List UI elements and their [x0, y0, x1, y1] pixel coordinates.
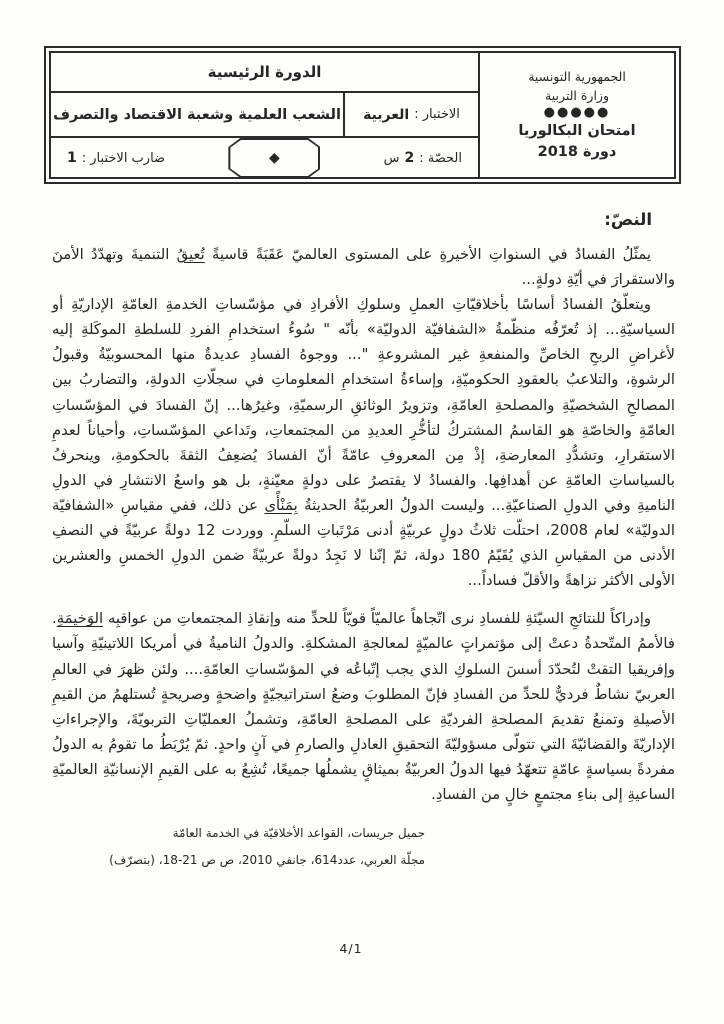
- text-segment: ويتعلّقُ الفسادُ أساسًا بأخلاقيّاتِ العملِ وسلوكِ الأفرادِ في مؤسّساتِ الخدمةِ العامّةِ الإداريّةِ أو السياسيّةِ... إذ تُعرّفُه منظّمةُ «الشفافيّة الدوليّة» بأنّه " سُوءُ استخدامِ الفردِ للسلطةِ الموكَلةِ إليه لأغراضِ الربحِ الخاصِّ والمنفعةِ غير المشروعةِ "... ووجوهُ الفسادِ عديدةٌ منها المحسوبيّةُ وقبولُ الرشوةِ، والتلاعبُ بالعقودِ الحكوميّةِ، وإساءةُ استخدامِ المعلوماتِ في سجلّاتِ الدولةِ، والتضاربُ بين المصالحِ الشخصيّةِ والمصلحةِ العامّةِ، وتزويرُ الوثائقِ الرسميّةِ، وغيرُها... إنّ الفسادَ في المؤسّساتِ العامّةِ والخاصّةِ هو القاسمُ المشتركُ لتأخُّرِ العديدِ من المجتمعاتِ، وتَداعي المؤسّساتِ، وأحياناً لعدمِ الاستقرارِ، وتشدُّدِ المعارضةِ، إذْ مِن المعروفِ عامّةً أنّ الفسادَ يُضعِفُ الثقةَ بالحكومةِ، وينحرفُ بالسياساتِ العامّةِ عن أهدافِها. والفسادُ لا يقتصرُ على دولةٍ معيّنةٍ، بل هو واسعُ الانتشارِ في الدولِ الناميةِ وفي الدولِ الصناعيّةِ... وليست الدولُ العربيّةُ الحديثةُ: [52, 296, 675, 514]
- subject-row: [51, 93, 478, 138]
- diamond-seal-icon: ◆: [268, 150, 280, 166]
- text-body: [52, 242, 675, 874]
- session-row: الدورة الرئيسية: [51, 53, 478, 93]
- duration-coefficient-row: [51, 138, 478, 178]
- authority-block: [478, 53, 674, 177]
- citation-line-1: جميل جريسات، القواعد الأخلاقيّة في الخدمة العامّة: [172, 826, 425, 841]
- paragraph: [52, 242, 675, 292]
- sections-cell: الشعب العلمية وشعبة الاقتصاد والتصرف: [53, 106, 341, 123]
- seal: [228, 138, 320, 178]
- paragraph: [52, 292, 675, 593]
- citation: [52, 820, 425, 874]
- ministry-line: وزارة التربية: [545, 88, 610, 103]
- exam-header-table: [44, 46, 681, 184]
- paragraph: [52, 606, 675, 807]
- text-segment: يمثّلُ الفسادُ في السنواتِ الأخيرةِ على المستوى العالميّ عَقَبَةً قاسيةً: [204, 246, 651, 263]
- text-segment: التنميةَ وتهدّدُ الأمنَ والاستقرارَ في أيّةِ دولةٍ...: [52, 246, 675, 289]
- exam-subject-value: العربية: [363, 106, 410, 123]
- exam-info-section: [51, 53, 478, 177]
- exam-header-inner: [49, 51, 676, 179]
- republic-line: الجمهورية التونسية: [528, 69, 626, 84]
- text-segment: . فالأممُ المتّحدةُ دعتْ إلى مؤتمراتٍ عالميّةٍ لمعالجةِ المشكلةِ. والدولُ الناميةُ في أمريكا اللاتينيّةِ وآسيا وإفريقيا التقتْ لتُحدّدَ أسسَ السلوكِ الذي يجب إتّباعُه في المؤسّساتِ العامّةِ.... ولئن ظهرَ في العالمِ العربيّ نشاطٌ فرديٌّ للحدِّ من الفسادِ فإنّ المطلوبَ وضعُ استراتيجيّةٍ واضحةٍ وصريحةٍ تُستلهمُ من القيمِ الأصيلةِ وتمنعُ تقديمَ المصلحةِ الفرديّةِ على المصلحةِ العامّةِ، وتشملُ العمليّاتِ التربويّةَ، والإجراءاتِ الإداريّةَ والقضائيّةَ التي تتولّى مسؤوليّةَ التحقيقِ العادلِ والصارمِ في آنٍ واحدٍ. ثمّ يُرْبَطُ ما تقومُ به الدولُ مفردةً بسياسةٍ عامّةٍ تتعهّدُ فيها الدولُ العربيّةُ بميثاقٍ يشملُها جميعًا، تُشِعُ به على القيمِ الإنسانيّةِ العالميّةِ الساعيةِ إلى بناءِ مجتمعٍ خالٍ من الفسادِ.: [52, 610, 675, 803]
- coefficient-value: 1: [67, 150, 77, 166]
- text-paragraphs: [52, 242, 675, 807]
- text-heading: النصّ:: [604, 210, 652, 229]
- exam-subject-label: الاختبار :: [414, 107, 460, 122]
- text-segment: وإدراكاً للنتائجِ السيّئةِ للفسادِ نرى اتّجاهاً عالميّاً قويّاً للحدِّ منه وإنقاذِ المجتمعاتِ من عواقبِه: [103, 610, 651, 628]
- coefficient-label: ضارب الاختبار :: [81, 150, 166, 166]
- duration-value: 2: [404, 150, 415, 166]
- citation-line-2: مجلّة العربي، عدد614، جانفي 2010، ص ص 21-18، (بتصرّف): [109, 853, 425, 868]
- text-segment: عن ذلك، ففي مقياسِ «الشفافيّة الدوليّة» لعام 2008، احتلّت ثلاثُ دولٍ عربيّةٍ أدنى مَرْتَباتِ السلّمِ. ووردت 12 دولةً عربيّةً في النصفِ الأدنى من المقياسِ الذي يُقَيّمُ 180 دولة، ثمّ إنّنا لا نَجِدُ دولةً عربيّةً ضمن الدولِ الخمسِ والعشرين الأولى الأكثر نزاهةً والأقلّ فساداً...: [52, 496, 675, 590]
- duration-unit: س: [383, 150, 400, 166]
- duration-label: الحصّة :: [419, 150, 462, 166]
- exam-session-year: دورة 2018: [537, 144, 617, 160]
- exam-subject-cell: [343, 93, 478, 136]
- underlined-word: الوَخيمَةِ: [56, 610, 104, 628]
- dots-separator-icon: ●●●●●: [543, 105, 611, 120]
- underlined-word: تُعيقُ: [176, 246, 205, 263]
- exam-title: امتحان البكالوريا: [518, 123, 636, 139]
- page-number: 4/1: [339, 941, 363, 956]
- underlined-word: بِمَنْأًى: [264, 496, 298, 514]
- coefficient-field: [67, 150, 165, 166]
- duration-field: [384, 150, 462, 166]
